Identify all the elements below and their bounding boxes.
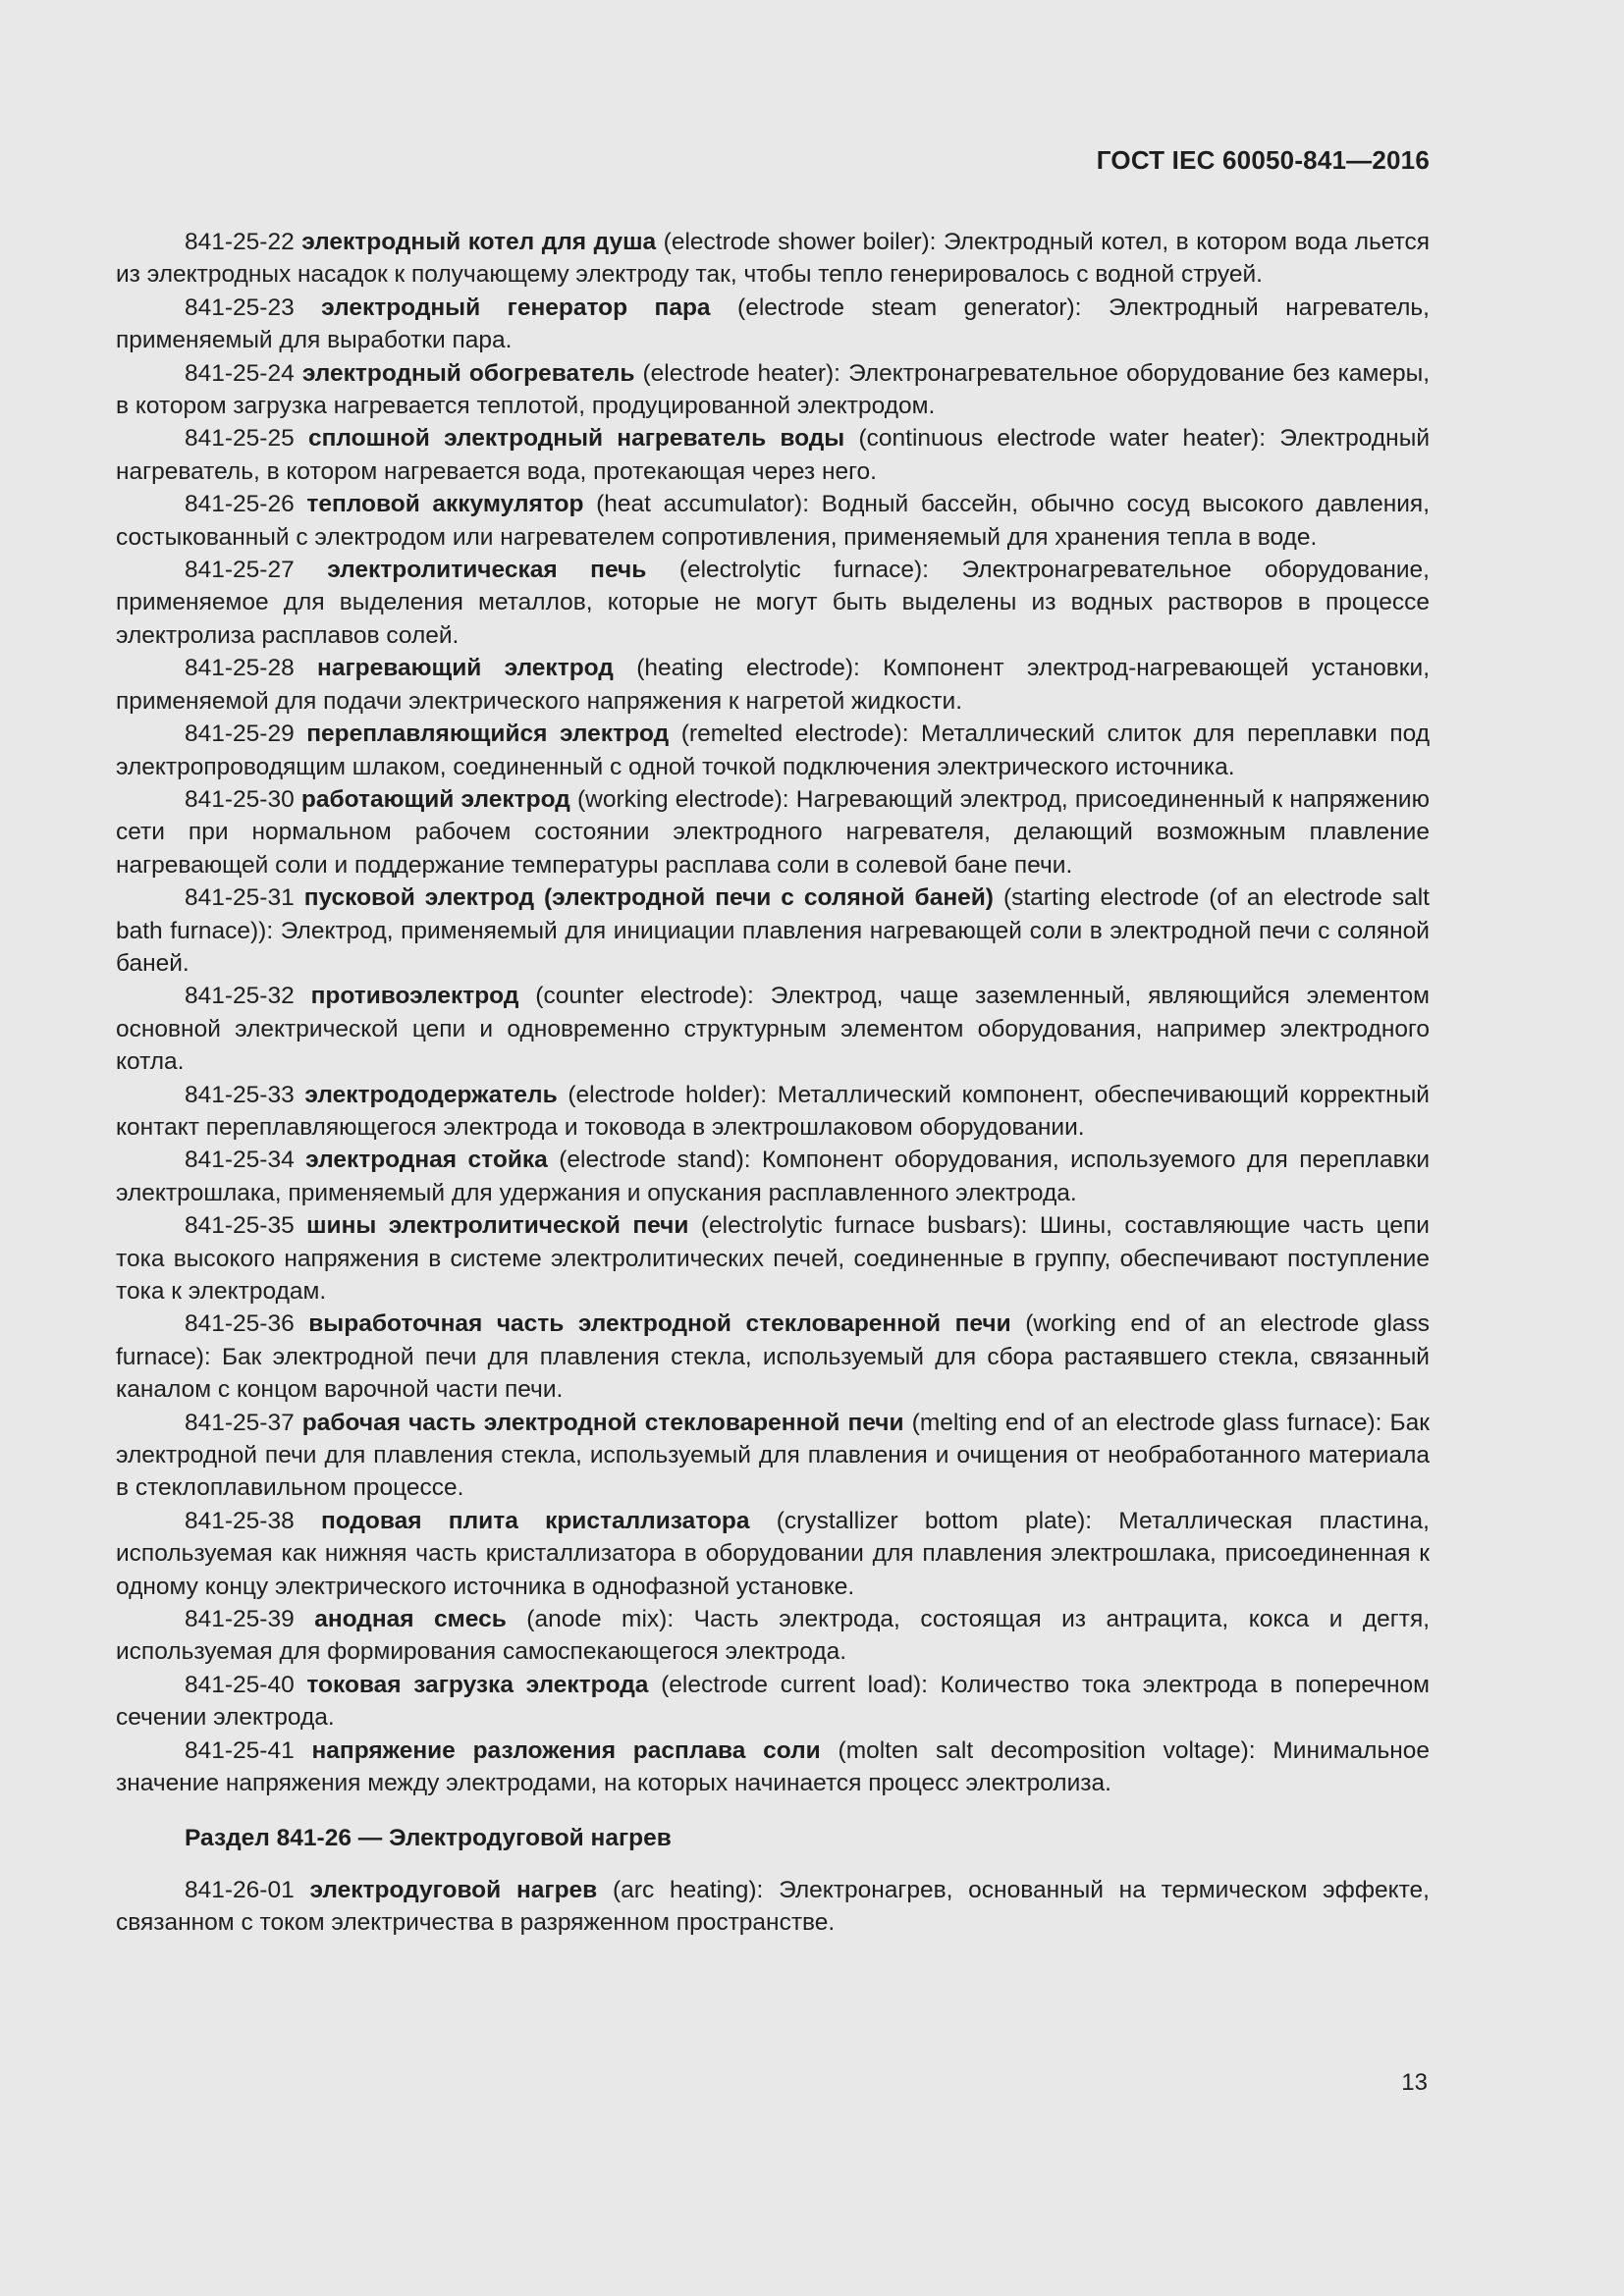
- term-definition: (starting electrode (of an electrode salt bath furnace)): Электрод, применяемый для инициации плавления нагревающей соли в электродной печи с соляной баней.: [116, 884, 1430, 977]
- term-entry: [116, 226, 1430, 292]
- term-entry: [116, 1735, 1430, 1800]
- term-definition: (electrode holder): Металлический компонент, обеспечивающий корректный контакт переплавляющегося электрода и токовода в электрошлаковом оборудовании.: [116, 1081, 1430, 1141]
- term-definition: (crystallizer bottom plate): Металлическая пластина, используемая как нижняя часть кристаллизатора в оборудовании для плавления электрошлака, присоединенная к одному концу электрического источника в однофазной установке.: [116, 1507, 1430, 1600]
- term-definition: (electrolytic furnace busbars): Шины, составляющие часть цепи тока высокого напряжения в системе электролитических печей, соединенные в группу, обеспечивают поступление тока к электродам.: [116, 1212, 1430, 1305]
- term-entry: [116, 292, 1430, 357]
- term-entry: [116, 652, 1430, 718]
- term-entry: [116, 1144, 1430, 1209]
- term-entry: [116, 718, 1430, 783]
- term-name: электродный генератор пара: [321, 294, 711, 321]
- term-definition: (remelted electrode): Металлический слиток для переплавки под электропроводящим шлаком, соединенный с одной точкой подключения электрического источника.: [116, 721, 1430, 780]
- term-definition: (counter electrode): Электрод, чаще заземленный, являющийся элементом основной электрической цепи и одновременно структурным элементом оборудования, например электродного котла.: [116, 983, 1431, 1076]
- term-code: 841-25-31: [185, 884, 295, 912]
- term-name: шины электролитической печи: [306, 1212, 689, 1240]
- term-name: электрододержатель: [304, 1081, 558, 1108]
- term-entry: [116, 1079, 1430, 1145]
- term-definition: (anode mix): Часть электрода, состоящая из антрацита, кокса и дегтя, используемая для формирования самоспекающегося электрода.: [116, 1606, 1431, 1666]
- term-entry-list: [116, 226, 1430, 1800]
- term-entry: [116, 1669, 1430, 1735]
- term-code: 841-25-23: [185, 294, 295, 321]
- term-entry: [116, 357, 1430, 423]
- term-entry: [116, 1209, 1430, 1308]
- term-entry: [116, 1505, 1430, 1603]
- term-definition: (heat accumulator): Водный бассейн, обычно сосуд высокого давления, состыкованный с электродом или нагревателем сопротивления, применяемый для хранения тепла в воде.: [116, 491, 1430, 551]
- term-name: электродная стойка: [305, 1147, 548, 1174]
- term-definition: (working end of an electrode glass furnace): Бак электродной печи для плавления стекла, используемый для сбора растаявшего стекла, связанный каналом с концом варочной части печи.: [116, 1310, 1431, 1404]
- term-definition: (working electrode): Нагревающий электрод, присоединенный к напряжению сети при нормальном рабочем состоянии электродного нагревателя, делающий возможным плавление нагревающей соли и поддержание температуры расплава соли в солевой бане печи.: [116, 785, 1430, 879]
- term-code: 841-25-25: [185, 425, 295, 453]
- term-code: 841-25-26: [185, 491, 295, 518]
- term-name: подовая плита кристаллизатора: [320, 1507, 750, 1534]
- term-entry: [116, 1874, 1430, 1940]
- term-name: переплавляющийся электрод: [306, 721, 670, 748]
- term-name: тепловой аккумулятор: [306, 491, 584, 518]
- term-code: 841-25-24: [185, 359, 295, 387]
- term-name: сплошной электродный нагреватель воды: [307, 425, 845, 453]
- term-entry: [116, 783, 1430, 881]
- term-code: 841-25-22: [185, 229, 295, 255]
- term-name: электролитическая печь: [327, 557, 647, 584]
- term-code: 841-25-34: [185, 1147, 295, 1174]
- term-code: 841-25-39: [185, 1606, 295, 1633]
- term-definition: (arc heating): Электронагрев, основанный на термическом эффекте, связанном с током электричества в разряженном пространстве.: [116, 1876, 1430, 1937]
- term-entry: [116, 980, 1430, 1078]
- term-name: выработочная часть электродной стекловаренной печи: [308, 1310, 1011, 1338]
- term-definition: (electrode shower boiler): Электродный котел, в котором вода льется из электродных насадок к получающему электроду так, чтобы тепло генерировалось с водной струей.: [116, 229, 1431, 289]
- term-code: 841-25-41: [185, 1736, 295, 1764]
- term-entry: [116, 1407, 1430, 1505]
- term-entry: [116, 1603, 1430, 1669]
- term-definition: (electrode heater): Электронагревательное оборудование без камеры, в котором загрузка нагревается теплотой, продуцированной электродом.: [116, 359, 1431, 420]
- term-code: 841-25-28: [185, 655, 295, 682]
- term-code: 841-25-35: [185, 1212, 295, 1240]
- term-code: 841-25-30: [185, 785, 295, 813]
- page-number: 13: [1401, 2069, 1428, 2096]
- term-definition: (electrode stand): Компонент оборудования, используемого для переплавки электрошлака, применяемый для удержания и опускания расплавленного электрода.: [116, 1147, 1431, 1206]
- term-code: 841-25-40: [185, 1671, 295, 1698]
- term-code: 841-25-33: [185, 1081, 295, 1108]
- document-body: [116, 226, 1430, 1940]
- term-entry: [116, 422, 1430, 488]
- term-definition: (electrode current load): Количество тока электрода в поперечном сечении электрода.: [116, 1671, 1430, 1732]
- term-entry: [116, 488, 1430, 554]
- term-name: электродуговой нагрев: [309, 1876, 598, 1903]
- term-name: электродный котел для душа: [301, 229, 657, 255]
- term-code: 841-25-29: [185, 721, 295, 748]
- term-name: электродный обогреватель: [301, 359, 635, 387]
- term-definition: (electrode steam generator): Электродный нагреватель, применяемый для выработки пара.: [116, 294, 1430, 354]
- term-code: 841-26-01: [185, 1876, 295, 1903]
- term-code: 841-25-36: [185, 1310, 295, 1338]
- term-name: работающий электрод: [300, 785, 570, 813]
- term-entry: [116, 881, 1430, 980]
- term-name: нагревающий электрод: [317, 655, 614, 682]
- term-code: 841-25-32: [185, 983, 295, 1010]
- term-name: токовая загрузка электрода: [306, 1671, 649, 1698]
- section-title: Раздел 841-26 — Электродуговой нагрев: [185, 1824, 672, 1851]
- term-entry-list-section-26: [116, 1874, 1430, 1940]
- standard-id-header: ГОСТ IEC 60050-841—2016: [1096, 145, 1430, 175]
- term-definition: (melting end of an electrode glass furnace): Бак электродной печи для плавления стекла, используемый для плавления и очищения от необработанного материала в стеклоплавильном процессе.: [116, 1409, 1430, 1502]
- term-definition: (heating electrode): Компонент электрод-нагревающей установки, применяемой для подачи электрического напряжения к нагретой жидкости.: [116, 655, 1430, 715]
- term-name: противоэлектрод: [310, 983, 519, 1010]
- term-name: анодная смесь: [314, 1606, 507, 1633]
- term-code: 841-25-27: [185, 557, 295, 584]
- term-name: пусковой электрод (электродной печи с соляной баней): [303, 884, 994, 912]
- term-entry: [116, 1308, 1430, 1406]
- term-definition: (electrolytic furnace): Электронагревательное оборудование, применяемое для выделения металлов, которые не могут быть выделены из водных растворов в процессе электролиза расплавов солей.: [116, 557, 1430, 649]
- term-code: 841-25-38: [185, 1507, 295, 1534]
- term-definition: (molten salt decomposition voltage): Минимальное значение напряжения между электродами, на которых начинается процесс электролиза.: [116, 1736, 1431, 1797]
- term-name: рабочая часть электродной стекловаренной печи: [301, 1409, 904, 1436]
- term-entry: [116, 554, 1430, 652]
- term-name: напряжение разложения расплава соли: [311, 1736, 821, 1764]
- term-definition: (continuous electrode water heater): Электродный нагреватель, в котором нагревается вода, протекающая через него.: [116, 425, 1431, 485]
- term-code: 841-25-37: [185, 1409, 295, 1436]
